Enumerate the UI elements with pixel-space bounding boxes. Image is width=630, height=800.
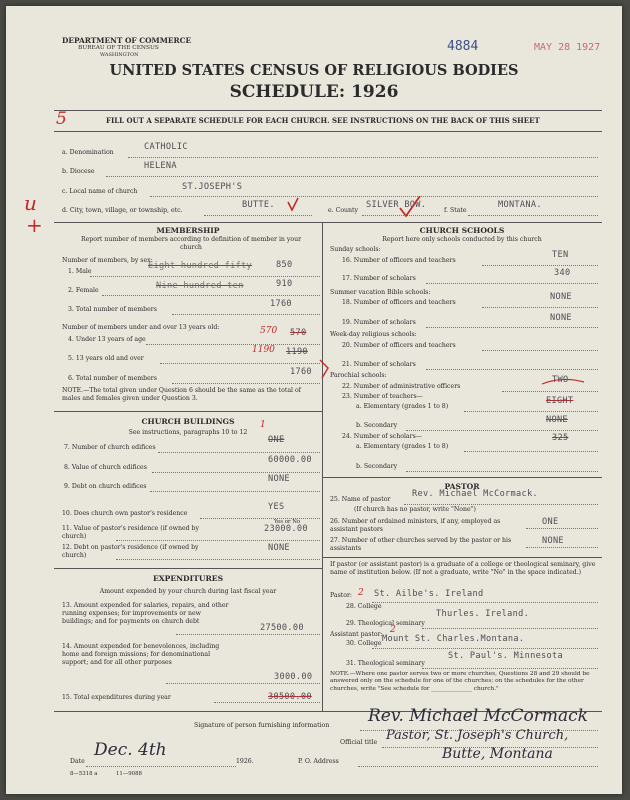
official-title-value: Pastor, St. Joseph's Church,: [386, 728, 569, 743]
q26-value: ONE: [542, 517, 559, 527]
bureau-label: BUREAU OF THE CENSUS: [78, 45, 159, 51]
q12-value: NONE: [268, 543, 290, 553]
diocese-value: HELENA: [144, 161, 177, 171]
q23-label: 23. Number of teachers—: [342, 393, 423, 400]
q7-mark: 1: [260, 420, 266, 430]
state-value: MONTANA.: [498, 200, 542, 210]
q22-label: 22. Number of administrative officers: [342, 383, 461, 390]
q29-label: 29. Theological seminary: [346, 620, 425, 627]
weekday-schools-heading: Week-day religious schools:: [330, 331, 417, 338]
q25-label: 25. Name of pastor: [330, 496, 391, 503]
membership-note: NOTE.—The total given under Question 6 should be the same as the total of males and females given under Question 3.: [62, 387, 301, 402]
q20-label: 20. Number of officers and teachers: [342, 342, 456, 349]
signature-value: Rev. Michael McCormack: [368, 706, 588, 726]
q1-value: 850: [276, 260, 293, 270]
form-title: UNITED STATES CENSUS OF RELIGIOUS BODIES: [109, 62, 519, 79]
members-by-sex-heading: Number of members, by sex:: [62, 257, 153, 264]
summer-schools-heading: Summer vacation Bible schools:: [330, 289, 431, 296]
po-address-value: Butte, Montana: [442, 746, 553, 762]
denomination-label: a. Denomination: [62, 149, 114, 156]
graduate-note: If pastor (or assistant pastor) is a graduate of a college or theological seminary, give name of institution below. (If not a graduate, write "No" in the space indicated.): [330, 561, 596, 576]
q3-value: 1760: [270, 299, 292, 309]
q21-label: 21. Number of scholars: [342, 361, 416, 368]
assistant-mark: 2: [390, 625, 396, 635]
q5-original-value: 1190: [286, 347, 308, 357]
q2-value: 910: [276, 279, 293, 289]
q27-label: 27. Number of other churches served by the pastor or his assistants: [330, 537, 512, 552]
denomination-value: CATHOLIC: [144, 142, 188, 152]
q1-label: 1. Male: [68, 268, 92, 275]
schedule-number: 4884: [447, 39, 479, 54]
q1-words: Eight hundred fifty: [148, 261, 253, 271]
county-label: e. County: [328, 207, 359, 214]
q12-label: 12. Debt on pastor's residence (if owned by church): [62, 544, 199, 559]
pastor-sub-label: Pastor:: [330, 592, 353, 599]
q22-value: TWO: [552, 375, 569, 385]
q25-value: Rev. Michael McCormack.: [412, 489, 538, 499]
q16-label: 16. Number of officers and teachers: [342, 257, 456, 264]
q8-value: 60000.00: [268, 455, 312, 465]
q18-value: NONE: [550, 292, 572, 302]
q23b-value: NONE: [546, 415, 568, 425]
q30-label: 30. College: [346, 640, 382, 647]
q23b-label: b. Secondary: [356, 422, 398, 429]
q4-corrected-value: 570: [260, 326, 278, 336]
q23a-label: a. Elementary (grades 1 to 8): [356, 403, 449, 410]
q24a-label: a. Elementary (grades 1 to 8): [356, 443, 449, 450]
margin-note-plus: +: [26, 213, 43, 237]
q15-label: 15. Total expenditures during year: [62, 694, 171, 701]
q25-sub: (If church has no pastor, write "None"): [354, 506, 476, 513]
q15-value: 30500.00: [268, 692, 312, 702]
q31-label: 31. Theological seminary: [346, 660, 425, 667]
q24-label: 24. Number of scholars—: [342, 433, 422, 440]
census-schedule-sheet: [6, 6, 622, 794]
schools-heading: CHURCH SCHOOLS: [419, 226, 505, 235]
sunday-schools-heading: Sunday schools:: [330, 246, 381, 253]
date-label: Date: [70, 758, 85, 765]
q11-label: 11. Value of pastor's residence (if owned by church): [62, 525, 199, 540]
q30-value: Mount St. Charles.Montana.: [382, 634, 525, 644]
city-field-label: d. City, town, village, or township, etc.: [62, 207, 183, 214]
red-bracket-mark: [318, 356, 338, 386]
q6-label: 6. Total number of members: [68, 375, 157, 382]
age-heading: Number of members under and over 13 years old:: [62, 324, 220, 331]
q5-corrected-value: 1190: [252, 345, 275, 355]
q10-label: 10. Does church own pastor's residence: [62, 510, 188, 517]
q2-words: Nine hundred ten: [156, 281, 244, 291]
q28-label: 28. College: [346, 603, 382, 610]
membership-heading: MEMBERSHIP: [156, 226, 220, 235]
pastor-mark: 2: [358, 588, 364, 598]
red-underline-q22: [540, 374, 586, 386]
q3-label: 3. Total number of members: [68, 306, 157, 313]
q9-label: 9. Debt on church edifices: [64, 483, 147, 490]
q4-label: 4. Under 13 years of age: [68, 336, 146, 343]
q29-value: Thurles. Ireland.: [436, 609, 530, 619]
q19-value: NONE: [550, 313, 572, 323]
q8-label: 8. Value of church edifices: [64, 464, 147, 471]
date-value: Dec. 4th: [94, 740, 167, 760]
department-label: DEPARTMENT OF COMMERCE: [62, 36, 192, 45]
form-code: 11—9088: [116, 771, 142, 777]
buildings-heading: CHURCH BUILDINGS: [141, 417, 235, 426]
diocese-label: b. Diocese: [62, 168, 95, 175]
margin-note-u: u: [24, 191, 37, 215]
q24a-value: 325: [552, 433, 569, 443]
q19-label: 19. Number of scholars: [342, 319, 416, 326]
q16-value: TEN: [552, 250, 569, 260]
year-printed: 1926.: [236, 758, 254, 765]
local-name-value: ST.JOSEPH'S: [182, 182, 243, 192]
q14-value: 3000.00: [274, 672, 313, 682]
q31-value: St. Paul's. Minnesota: [448, 651, 563, 661]
q14-label: 14. Amount expended for benevolences, including home and foreign missions; for denominational support; and for all other purposes: [62, 643, 220, 666]
q7-label: 7. Number of church edifices: [64, 444, 156, 451]
q26-label: 26. Number of ordained ministers, if any, employed as assistant pastors: [330, 518, 501, 533]
po-address-label: P. O. Address: [298, 758, 339, 765]
q7-value: ONE: [268, 435, 285, 445]
form-number: 8—5318 a: [70, 771, 98, 777]
expenditures-intro: Amount expended by your church during last fiscal year: [99, 588, 277, 595]
membership-intro: Report number of members according to definition of member in your church: [80, 236, 302, 251]
q10-hint: Yes or No: [274, 519, 301, 525]
pastor-note: NOTE.—Where one pastor serves two or more churches, Questions 28 and 29 should be answered only on the schedule for one of the churches; on the schedules for the other churches, write "See schedule for ______________ church.": [330, 671, 590, 692]
expenditures-heading: EXPENDITURES: [152, 574, 224, 583]
margin-mark: 5: [56, 109, 67, 129]
official-title-label: Official title: [340, 739, 378, 746]
city-label: WASHINGTON: [100, 52, 139, 58]
q10-value: YES: [268, 502, 285, 512]
q11-value: 23000.00: [264, 524, 308, 534]
form-subtitle: SCHEDULE: 1926: [229, 82, 399, 102]
schools-intro: Report here only schools conducted by this church: [382, 236, 542, 243]
q17-label: 17. Number of scholars: [342, 275, 416, 282]
q2-label: 2. Female: [68, 287, 99, 294]
assistant-pastor-label: Assistant pastor:: [330, 631, 383, 638]
pastor-heading: PASTOR: [444, 482, 480, 491]
q13-value: 27500.00: [260, 623, 304, 633]
q18-label: 18. Number of officers and teachers: [342, 299, 456, 306]
q27-value: NONE: [542, 536, 564, 546]
local-name-label: c. Local name of church: [62, 188, 138, 195]
q17-value: 340: [554, 268, 571, 278]
q13-label: 13. Amount expended for salaries, repairs, and other running expenses; for improvements or new buildings; and for payments on church debt: [62, 602, 229, 625]
buildings-instructions: See instructions, paragraphs 10 to 12: [128, 429, 248, 436]
q9-value: NONE: [268, 474, 290, 484]
county-value: SILVER BOW.: [366, 200, 427, 210]
parochial-schools-heading: Parochial schools:: [330, 372, 387, 379]
q24b-label: b. Secondary: [356, 463, 398, 470]
q23a-value: EIGHT: [546, 396, 574, 406]
received-date-stamp: MAY 28 1927: [534, 42, 601, 53]
red-check-marks: [282, 196, 432, 218]
q4-original-value: 570: [290, 328, 307, 338]
instruction-line: FILL OUT A SEPARATE SCHEDULE FOR EACH CHURCH. SEE INSTRUCTIONS ON THE BACK OF THIS SHEET: [106, 116, 540, 125]
q28-value: St. Ailbe's. Ireland: [374, 589, 484, 599]
signature-label: Signature of person furnishing information: [194, 722, 330, 729]
state-label: f. State: [444, 207, 467, 214]
q5-label: 5. 13 years old and over: [68, 355, 144, 362]
city-value: BUTTE.: [242, 200, 275, 210]
q6-value: 1760: [290, 367, 312, 377]
